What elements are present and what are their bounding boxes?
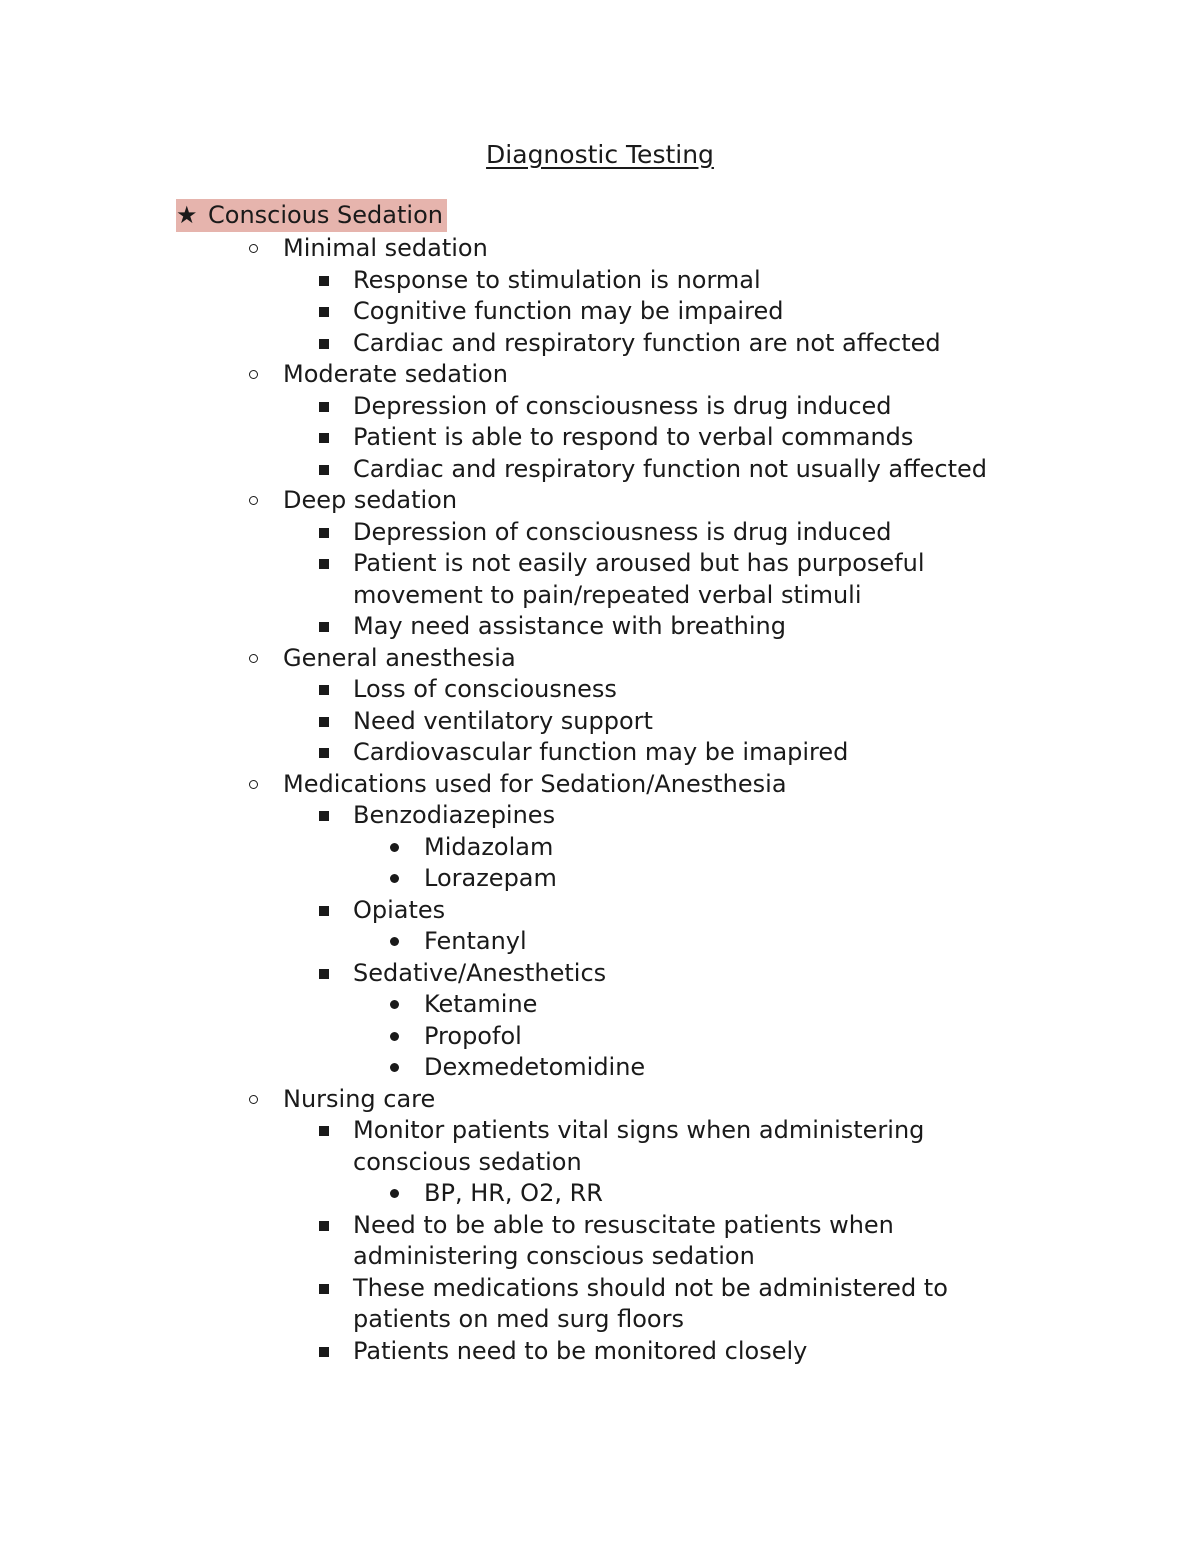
outline-item-level-2	[353, 295, 783, 327]
outline-item-text: BP, HR, O2, RR	[424, 1179, 603, 1207]
outline-item-level-2	[353, 1114, 924, 1146]
hollow-circle-bullet-icon	[249, 654, 258, 663]
outline-item-text: These medications should not be administered to	[353, 1273, 948, 1302]
outline-item-text: Minimal sedation	[283, 234, 488, 262]
outline-item-level-2	[353, 1335, 807, 1367]
outline-item-level-2	[353, 673, 617, 705]
outline-item-text: Nursing care	[283, 1084, 436, 1113]
outline-item-text: Need to be able to resuscitate patients when	[353, 1210, 894, 1239]
outline-item-level-2	[353, 1240, 755, 1272]
square-bullet-icon	[319, 433, 329, 443]
outline-item-level-3	[424, 831, 553, 863]
square-bullet-icon	[319, 1126, 329, 1136]
outline-item-text: Depression of consciousness is drug induced	[353, 391, 892, 420]
outline-item-text: Lorazepam	[424, 864, 557, 892]
hollow-circle-bullet-icon	[249, 370, 258, 379]
square-bullet-icon	[319, 402, 329, 412]
filled-dot-bullet-icon	[390, 1189, 399, 1198]
outline-item-text: Moderate sedation	[283, 360, 508, 388]
outline-item-level-2	[353, 421, 913, 453]
outline-item-level-3	[424, 1177, 603, 1209]
outline-item-text: movement to pain/repeated verbal stimuli	[353, 580, 862, 609]
outline-item-text: Patients need to be monitored closely	[353, 1336, 808, 1365]
square-bullet-icon	[319, 622, 329, 632]
outline-item-level-2	[353, 799, 555, 831]
outline-item-text: conscious sedation	[353, 1147, 582, 1176]
outline-item-text: Deep sedation	[283, 486, 458, 514]
outline-item-level-2	[353, 610, 786, 642]
hollow-circle-bullet-icon	[249, 496, 258, 505]
outline-item-text: Cardiac and respiratory function are not affected	[353, 328, 941, 357]
outline-item-text: Sedative/Anesthetics	[353, 958, 607, 987]
outline-item-level-2	[353, 1209, 894, 1241]
square-bullet-icon	[319, 811, 329, 821]
outline-item-text: Cardiac and respiratory function not usually affected	[353, 454, 988, 483]
outline-item-level-1	[283, 1083, 435, 1115]
outline-item-text: Response to stimulation is normal	[353, 265, 761, 294]
star-icon: ★	[176, 201, 198, 229]
outline-item-level-2	[353, 264, 761, 296]
outline-item-level-3	[424, 862, 557, 894]
outline-item-text: Medications used for Sedation/Anesthesia	[283, 769, 787, 798]
outline-item-level-1	[283, 232, 488, 264]
outline-item-text: Need ventilatory support	[353, 706, 653, 735]
section-heading	[176, 199, 447, 232]
outline-item-text: Cardiovascular function may be imapired	[353, 738, 849, 766]
outline-item-text: Opiates	[353, 895, 446, 924]
square-bullet-icon	[319, 969, 329, 979]
outline-item-text: Dexmedetomidine	[424, 1053, 646, 1081]
outline-item-level-3	[424, 925, 527, 957]
outline-item-text: Ketamine	[424, 990, 538, 1018]
outline-item-text: Loss of consciousness	[353, 675, 617, 703]
outline-item-level-1	[283, 642, 516, 674]
square-bullet-icon	[319, 1221, 329, 1231]
outline-item-text: Patient is not easily aroused but has purposeful	[353, 549, 925, 577]
square-bullet-icon	[319, 465, 329, 475]
outline-item-level-1	[283, 768, 787, 800]
square-bullet-icon	[319, 559, 329, 569]
outline-item-level-1	[283, 358, 508, 390]
outline-item-level-2	[353, 1303, 684, 1335]
outline-item-text: Depression of consciousness is drug induced	[353, 517, 892, 546]
outline-item-text: administering conscious sedation	[353, 1242, 755, 1270]
outline-item-text: Midazolam	[424, 832, 554, 861]
square-bullet-icon	[319, 748, 329, 758]
hollow-circle-bullet-icon	[249, 780, 258, 789]
filled-dot-bullet-icon	[390, 874, 399, 883]
filled-dot-bullet-icon	[390, 1063, 399, 1072]
filled-dot-bullet-icon	[390, 1000, 399, 1009]
square-bullet-icon	[319, 307, 329, 317]
filled-dot-bullet-icon	[390, 843, 399, 852]
hollow-circle-bullet-icon	[249, 244, 258, 253]
square-bullet-icon	[319, 1347, 329, 1357]
outline-item-level-2	[353, 705, 653, 737]
outline-item-text: Fentanyl	[424, 927, 527, 955]
filled-dot-bullet-icon	[390, 1032, 399, 1041]
outline-item-level-2	[353, 516, 892, 548]
square-bullet-icon	[319, 685, 329, 695]
outline-item-text: General anesthesia	[283, 643, 516, 672]
square-bullet-icon	[319, 528, 329, 538]
outline-item-text: Cognitive function may be impaired	[353, 297, 784, 325]
outline-item-level-3	[424, 1051, 645, 1083]
square-bullet-icon	[319, 906, 329, 916]
outline-item-level-3	[424, 988, 537, 1020]
outline-item-level-3	[424, 1020, 522, 1052]
square-bullet-icon	[319, 717, 329, 727]
outline-item-level-2	[353, 894, 445, 926]
outline-item-text: patients on med surg floors	[353, 1305, 684, 1333]
outline-item-text: Monitor patients vital signs when administering	[353, 1116, 925, 1144]
outline-item-level-2	[353, 736, 848, 768]
outline-item-text: May need assistance with breathing	[353, 612, 786, 640]
outline-item-level-2	[353, 327, 941, 359]
outline-item-level-1	[283, 484, 457, 516]
filled-dot-bullet-icon	[390, 937, 399, 946]
outline-item-text: Patient is able to respond to verbal commands	[353, 423, 914, 451]
outline-item-level-2	[353, 547, 925, 579]
outline-item-level-2	[353, 579, 862, 611]
section-heading-text: Conscious Sedation	[208, 201, 443, 229]
square-bullet-icon	[319, 276, 329, 286]
page-title: Diagnostic Testing	[486, 140, 714, 169]
outline-item-text: Propofol	[424, 1021, 522, 1050]
square-bullet-icon	[319, 339, 329, 349]
outline-item-level-2	[353, 390, 892, 422]
outline-item-text: Benzodiazepines	[353, 801, 556, 829]
square-bullet-icon	[319, 1284, 329, 1294]
outline-item-level-2	[353, 1146, 582, 1178]
outline-item-level-2	[353, 453, 987, 485]
hollow-circle-bullet-icon	[249, 1095, 258, 1104]
outline-item-level-2	[353, 1272, 948, 1304]
outline-item-level-2	[353, 957, 606, 989]
